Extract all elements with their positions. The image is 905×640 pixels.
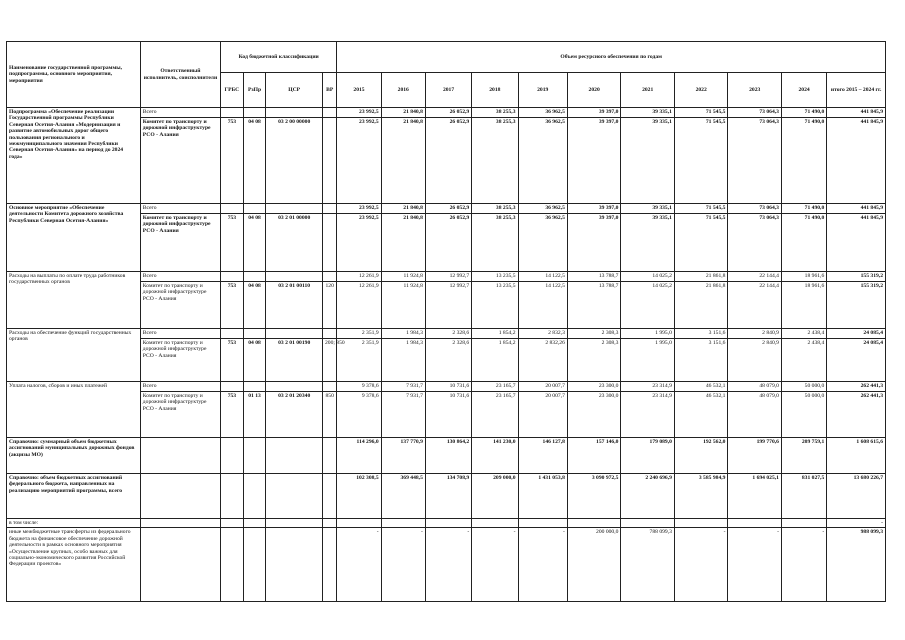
- value-cell: 38 255,3: [472, 118, 518, 204]
- total-cell: 441 845,9: [827, 118, 886, 204]
- value-cell: 46 532,1: [674, 392, 728, 438]
- empty-cell: [140, 519, 220, 528]
- value-cell: 23 314,9: [621, 392, 675, 438]
- value-cell: 23 165,7: [472, 382, 518, 392]
- value-cell: 7 931,7: [381, 392, 425, 438]
- including-label: в том числе:: [7, 519, 141, 528]
- vr-cell: [322, 108, 336, 118]
- value-cell: 1 694 025,1: [728, 474, 782, 519]
- value-cell: 13 235,5: [472, 282, 518, 329]
- value-cell: 2 308,3: [567, 329, 621, 339]
- value-cell: 18 961,6: [781, 272, 826, 282]
- value-cell: 73 064,3: [728, 204, 782, 214]
- value-cell: 13 788,7: [567, 282, 621, 329]
- value-cell: 71 490,0: [781, 108, 826, 118]
- responsible-cell: Всего: [140, 108, 220, 118]
- table-row-reference: [7, 474, 886, 519]
- value-cell: 39 397,0: [567, 118, 621, 204]
- value-cell: 26 052,9: [425, 118, 471, 204]
- total-cell: 441 845,9: [827, 214, 886, 272]
- value-cell: 39 397,0: [567, 204, 621, 214]
- grbs-cell: 753: [221, 392, 244, 438]
- vr-cell: [322, 204, 336, 214]
- csr-cell: 03 2 00 00000: [266, 118, 323, 204]
- value-cell: 10 731,6: [425, 382, 471, 392]
- value-cell: 137 770,9: [381, 438, 425, 474]
- csr-cell: [266, 204, 323, 214]
- value-cell: 73 064,3: [728, 118, 782, 204]
- total-cell: -: [827, 519, 886, 528]
- vr-cell: 850: [322, 392, 336, 438]
- table-row-total: [7, 329, 886, 339]
- value-cell: 2 438,4: [781, 329, 826, 339]
- responsible-cell: Комитет по транспорту и дорожной инфраструктуре РСО - Алания: [140, 214, 220, 272]
- value-cell: 3 585 984,9: [674, 474, 728, 519]
- empty-cell: [243, 519, 266, 528]
- value-cell: -: [425, 528, 471, 602]
- rzpr-cell: [243, 108, 266, 118]
- value-cell: 14 122,5: [518, 282, 567, 329]
- value-cell: 1 984,3: [381, 329, 425, 339]
- vr-cell: 200; 850: [322, 339, 336, 382]
- empty-cell: [243, 528, 266, 602]
- total-cell: 24 085,4: [827, 339, 886, 382]
- total-cell: 441 845,9: [827, 204, 886, 214]
- value-cell: 1 995,0: [621, 329, 675, 339]
- vr-cell: [322, 329, 336, 339]
- col-header-rzpr: РзПр: [243, 73, 266, 108]
- rzpr-cell: [243, 382, 266, 392]
- table-body: [7, 108, 886, 602]
- value-cell: 26 052,9: [425, 204, 471, 214]
- responsible-cell: Всего: [140, 272, 220, 282]
- col-header-budget-code: Код бюджетной классификации: [221, 42, 337, 73]
- grbs-cell: [221, 108, 244, 118]
- value-cell: 23 992,5: [337, 108, 381, 118]
- value-cell: 1 984,3: [381, 339, 425, 382]
- grbs-cell: 753: [221, 214, 244, 272]
- value-cell: 39 397,0: [567, 214, 621, 272]
- empty-cell: [140, 438, 220, 474]
- empty-cell: [567, 519, 621, 528]
- value-cell: 134 708,9: [425, 474, 471, 519]
- table-row-total: [7, 382, 886, 392]
- csr-cell: [266, 329, 323, 339]
- col-header-year: 2019: [518, 73, 567, 108]
- value-cell: 7 931,7: [381, 382, 425, 392]
- value-cell: 71 490,0: [781, 204, 826, 214]
- value-cell: 12 261,9: [337, 272, 381, 282]
- value-cell: 9 378,6: [337, 382, 381, 392]
- value-cell: 209 759,1: [781, 438, 826, 474]
- value-cell: 71 545,5: [674, 204, 728, 214]
- empty-cell: [243, 474, 266, 519]
- rzpr-cell: [243, 329, 266, 339]
- empty-cell: [621, 519, 675, 528]
- row-name: Основное мероприятие «Обеспечение деятельности Комитета дорожного хозяйства Республики Северная Осетия-Алания»: [7, 204, 141, 272]
- responsible-cell: Всего: [140, 204, 220, 214]
- reference-name: иные межбюджетные трансферты из федерального бюджета на финансовое обеспечение дорожной деятельности в рамках основного мероприятия «Осуществление крупных, особо важных для социально-экономического развития Российской Федерации проектов»: [7, 528, 141, 602]
- value-cell: -: [728, 528, 782, 602]
- col-header-year: 2016: [381, 73, 425, 108]
- value-cell: 157 146,0: [567, 438, 621, 474]
- total-cell: 155 319,2: [827, 282, 886, 329]
- responsible-cell: Комитет по транспорту и дорожной инфраструктуре РСО - Алания: [140, 392, 220, 438]
- value-cell: 12 992,7: [425, 272, 471, 282]
- table-row-including: [7, 519, 886, 528]
- value-cell: 36 962,5: [518, 214, 567, 272]
- value-cell: 9 378,6: [337, 392, 381, 438]
- total-cell: 262 441,3: [827, 382, 886, 392]
- value-cell: -: [781, 528, 826, 602]
- col-header-year: 2024: [781, 73, 826, 108]
- col-header-name: Наименование государственной программы, подпрограммы, основного мероприятия, мероприятия: [7, 42, 141, 108]
- value-cell: 14 122,5: [518, 272, 567, 282]
- csr-cell: [266, 272, 323, 282]
- value-cell: 39 397,0: [567, 108, 621, 118]
- empty-cell: [674, 519, 728, 528]
- col-header-year: 2017: [425, 73, 471, 108]
- grbs-cell: 753: [221, 339, 244, 382]
- value-cell: 26 052,9: [425, 108, 471, 118]
- table-row-total: [7, 204, 886, 214]
- csr-cell: [266, 382, 323, 392]
- responsible-cell: Комитет по транспорту и дорожной инфраструктуре РСО - Алания: [140, 282, 220, 329]
- rzpr-cell: 04 08: [243, 214, 266, 272]
- responsible-cell: Комитет по транспорту и дорожной инфраструктуре РСО - Алания: [140, 118, 220, 204]
- empty-cell: [425, 519, 471, 528]
- value-cell: 12 992,7: [425, 282, 471, 329]
- col-header-year: 2018: [472, 73, 518, 108]
- table-row-reference: [7, 528, 886, 602]
- grbs-cell: 753: [221, 282, 244, 329]
- total-cell: 262 441,3: [827, 392, 886, 438]
- empty-cell: [322, 519, 336, 528]
- total-cell: 988 099,3: [827, 528, 886, 602]
- col-header-year: 2015: [337, 73, 381, 108]
- value-cell: 3 090 972,5: [567, 474, 621, 519]
- grbs-cell: 753: [221, 118, 244, 204]
- total-cell: 441 845,9: [827, 108, 886, 118]
- table-row-total: [7, 272, 886, 282]
- csr-cell: 03 2 01 00190: [266, 339, 323, 382]
- value-cell: 114 296,0: [337, 438, 381, 474]
- row-name: Расходы на обеспечение функций государственных органов: [7, 329, 141, 382]
- empty-cell: [266, 519, 323, 528]
- grbs-cell: [221, 272, 244, 282]
- empty-cell: [243, 438, 266, 474]
- col-header-year: 2023: [728, 73, 782, 108]
- vr-cell: [322, 272, 336, 282]
- value-cell: 20 007,7: [518, 392, 567, 438]
- value-cell: 23 992,5: [337, 118, 381, 204]
- value-cell: 23 992,5: [337, 204, 381, 214]
- value-cell: 36 962,5: [518, 108, 567, 118]
- value-cell: 2 351,9: [337, 329, 381, 339]
- value-cell: -: [674, 528, 728, 602]
- value-cell: 73 064,3: [728, 214, 782, 272]
- empty-cell: [322, 438, 336, 474]
- value-cell: 38 255,3: [472, 108, 518, 118]
- value-cell: 23 165,7: [472, 392, 518, 438]
- rzpr-cell: [243, 204, 266, 214]
- value-cell: 38 255,3: [472, 204, 518, 214]
- value-cell: 14 025,2: [621, 282, 675, 329]
- empty-cell: [266, 474, 323, 519]
- value-cell: 3 151,6: [674, 329, 728, 339]
- total-cell: 24 085,4: [827, 329, 886, 339]
- total-cell: 1 608 615,6: [827, 438, 886, 474]
- value-cell: 48 079,0: [728, 382, 782, 392]
- value-cell: 102 308,5: [337, 474, 381, 519]
- reference-name: Справочно: суммарный объем бюджетных ассигнований муниципальных дорожных фондов (акцизы МО): [7, 438, 141, 474]
- rzpr-cell: 01 13: [243, 392, 266, 438]
- empty-cell: [140, 474, 220, 519]
- value-cell: 71 490,0: [781, 118, 826, 204]
- value-cell: 130 864,2: [425, 438, 471, 474]
- value-cell: 1 431 053,8: [518, 474, 567, 519]
- value-cell: 146 127,8: [518, 438, 567, 474]
- value-cell: -: [518, 528, 567, 602]
- value-cell: 23 300,0: [567, 382, 621, 392]
- total-cell: 155 319,2: [827, 272, 886, 282]
- empty-cell: [472, 519, 518, 528]
- value-cell: 209 000,0: [472, 474, 518, 519]
- total-cell: 13 680 226,7: [827, 474, 886, 519]
- responsible-cell: Всего: [140, 329, 220, 339]
- value-cell: 788 099,3: [621, 528, 675, 602]
- table-row-total: [7, 108, 886, 118]
- value-cell: 39 335,1: [621, 108, 675, 118]
- col-header-year: 2020: [567, 73, 621, 108]
- value-cell: 22 144,4: [728, 282, 782, 329]
- value-cell: 10 731,6: [425, 392, 471, 438]
- value-cell: 26 052,9: [425, 214, 471, 272]
- empty-cell: [221, 519, 244, 528]
- value-cell: 21 840,8: [381, 118, 425, 204]
- responsible-cell: Комитет по транспорту и дорожной инфраструктуре РСО - Алания: [140, 339, 220, 382]
- value-cell: 2 351,9: [337, 339, 381, 382]
- value-cell: 11 924,8: [381, 272, 425, 282]
- table-row-reference: [7, 438, 886, 474]
- col-header-total: итого 2015 – 2024 гг.: [827, 73, 886, 108]
- empty-cell: [337, 519, 381, 528]
- col-header-responsible: Ответственный исполнитель, соисполнители: [140, 42, 220, 108]
- value-cell: 11 924,8: [381, 282, 425, 329]
- grbs-cell: [221, 329, 244, 339]
- value-cell: 192 562,0: [674, 438, 728, 474]
- col-header-grbs: ГРБС: [221, 73, 244, 108]
- reference-name: Справочно: объем бюджетных ассигнований федерального бюджета, направленных на реализацию мероприятий программы, всего: [7, 474, 141, 519]
- vr-cell: [322, 382, 336, 392]
- csr-cell: [266, 108, 323, 118]
- value-cell: 179 089,0: [621, 438, 675, 474]
- value-cell: 71 545,5: [674, 118, 728, 204]
- empty-cell: [221, 474, 244, 519]
- resource-table: [6, 41, 886, 602]
- empty-cell: [518, 519, 567, 528]
- empty-cell: [221, 528, 244, 602]
- grbs-cell: [221, 204, 244, 214]
- col-header-year: 2022: [674, 73, 728, 108]
- value-cell: 71 545,5: [674, 214, 728, 272]
- value-cell: 71 490,0: [781, 214, 826, 272]
- empty-cell: [322, 474, 336, 519]
- value-cell: 2 308,3: [567, 339, 621, 382]
- document-page: [6, 41, 886, 602]
- value-cell: 21 861,8: [674, 272, 728, 282]
- value-cell: 1 995,0: [621, 339, 675, 382]
- value-cell: 2 840,9: [728, 339, 782, 382]
- value-cell: 369 448,5: [381, 474, 425, 519]
- col-header-volume: Объем ресурсного обеспечения по годам: [337, 42, 886, 73]
- value-cell: 2 240 696,9: [621, 474, 675, 519]
- value-cell: 2 832,3: [518, 329, 567, 339]
- rzpr-cell: [243, 272, 266, 282]
- value-cell: 14 025,2: [621, 272, 675, 282]
- value-cell: 18 961,6: [781, 282, 826, 329]
- rzpr-cell: 04 08: [243, 118, 266, 204]
- responsible-cell: Всего: [140, 382, 220, 392]
- value-cell: 1 854,2: [472, 329, 518, 339]
- rzpr-cell: 04 08: [243, 339, 266, 382]
- csr-cell: 03 2 01 20340: [266, 392, 323, 438]
- value-cell: 50 000,0: [781, 382, 826, 392]
- grbs-cell: [221, 382, 244, 392]
- csr-cell: 03 2 01 00000: [266, 214, 323, 272]
- value-cell: 73 064,3: [728, 108, 782, 118]
- value-cell: 22 144,4: [728, 272, 782, 282]
- value-cell: 71 545,5: [674, 108, 728, 118]
- value-cell: 200 000,0: [567, 528, 621, 602]
- value-cell: -: [472, 528, 518, 602]
- vr-cell: [322, 214, 336, 272]
- value-cell: -: [381, 528, 425, 602]
- value-cell: 2 328,6: [425, 339, 471, 382]
- value-cell: 21 840,8: [381, 108, 425, 118]
- value-cell: 20 007,7: [518, 382, 567, 392]
- value-cell: 48 079,0: [728, 392, 782, 438]
- col-header-vr: ВР: [322, 73, 336, 108]
- empty-cell: [266, 528, 323, 602]
- empty-cell: [221, 438, 244, 474]
- value-cell: 3 151,6: [674, 339, 728, 382]
- row-name: Расходы на выплаты по оплате труда работников государственных органов: [7, 272, 141, 329]
- value-cell: 36 962,5: [518, 204, 567, 214]
- value-cell: 1 854,2: [472, 339, 518, 382]
- value-cell: 2 832,26: [518, 339, 567, 382]
- value-cell: 13 235,5: [472, 272, 518, 282]
- value-cell: 23 314,9: [621, 382, 675, 392]
- vr-cell: [322, 118, 336, 204]
- value-cell: 2 840,9: [728, 329, 782, 339]
- empty-cell: [266, 438, 323, 474]
- value-cell: 39 335,1: [621, 204, 675, 214]
- value-cell: 23 992,5: [337, 214, 381, 272]
- value-cell: 21 840,8: [381, 204, 425, 214]
- value-cell: 2 328,6: [425, 329, 471, 339]
- value-cell: 39 335,1: [621, 214, 675, 272]
- rzpr-cell: 04 08: [243, 282, 266, 329]
- col-header-csr: ЦСР: [266, 73, 323, 108]
- value-cell: 46 532,1: [674, 382, 728, 392]
- value-cell: 2 438,4: [781, 339, 826, 382]
- value-cell: 39 335,1: [621, 118, 675, 204]
- value-cell: 141 230,0: [472, 438, 518, 474]
- row-name: Уплата налогов, сборов и иных платежей: [7, 382, 141, 438]
- empty-cell: [322, 528, 336, 602]
- value-cell: 23 300,0: [567, 392, 621, 438]
- value-cell: 36 962,5: [518, 118, 567, 204]
- csr-cell: 03 2 01 00110: [266, 282, 323, 329]
- empty-cell: [728, 519, 782, 528]
- value-cell: 12 261,9: [337, 282, 381, 329]
- col-header-year: 2021: [621, 73, 675, 108]
- empty-cell: [781, 519, 826, 528]
- empty-cell: [140, 528, 220, 602]
- value-cell: 831 027,5: [781, 474, 826, 519]
- value-cell: 50 000,0: [781, 392, 826, 438]
- value-cell: 13 788,7: [567, 272, 621, 282]
- value-cell: 21 861,8: [674, 282, 728, 329]
- value-cell: 199 770,6: [728, 438, 782, 474]
- value-cell: 38 255,3: [472, 214, 518, 272]
- value-cell: 21 840,8: [381, 214, 425, 272]
- vr-cell: 120: [322, 282, 336, 329]
- row-name: Подпрограмма «Обеспечение реализации Государственной программы Республики Северная Осетия-Алания «Модернизация и развитие автомобильных дорог общего пользования регионального и межмуниципального значения Республики Северная Осетия-Алания» на период до 2024 года»: [7, 108, 141, 204]
- empty-cell: [381, 519, 425, 528]
- value-cell: -: [337, 528, 381, 602]
